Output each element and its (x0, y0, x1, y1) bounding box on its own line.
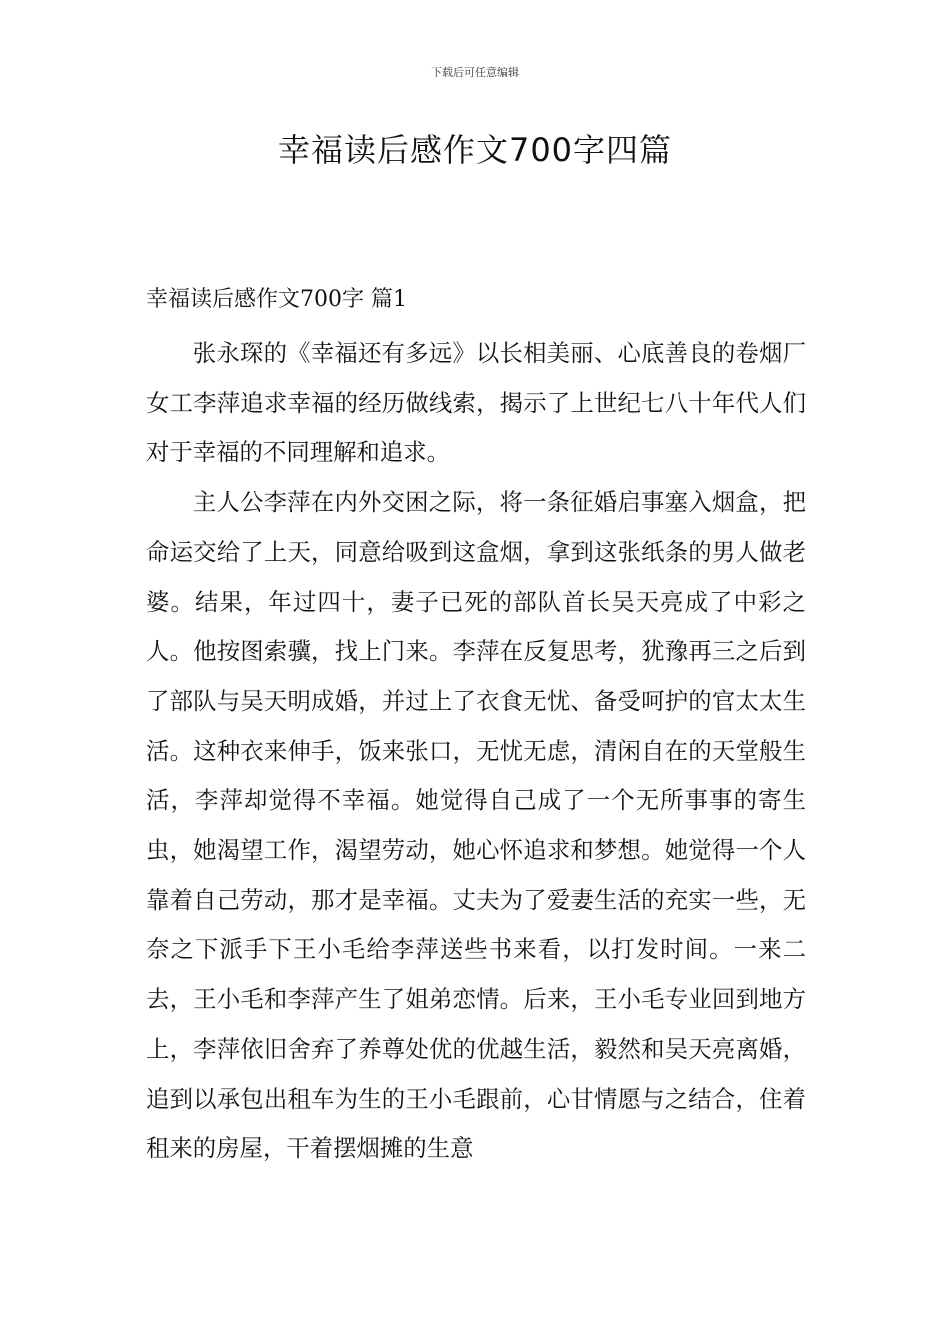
header-note: 下载后可任意编辑 (431, 66, 519, 79)
paragraph: 主人公李萍在内外交困之际，将一条征婚启事塞入烟盒，把命运交给了上天，同意给吸到这盒烟，拿到这张纸条的男人做老婆。结果，年过四十，妻子已死的部队首长吴天亮成了中彩之人。他按图索骥，找上门来。李萍在反复思考，犹豫再三之后到了部队与吴天明成婚，并过上了衣食无忧、备受呵护的官太太生活。这种衣来伸手，饭来张口，无忧无虑，清闲自在的天堂般生活，李萍却觉得不幸福。她觉得自己成了一个无所事事的寄生虫，她渴望工作，渴望劳动，她心怀追求和梦想。她觉得一个人靠着自己劳动，那才是幸福。丈夫为了爱妻生活的充实一些，无奈之下派手下王小毛给李萍送些书来看，以打发时间。一来二去，王小毛和李萍产生了姐弟恋情。后来，王小毛专业回到地方上，李萍依旧舍弃了养尊处优的优越生活，毅然和吴天亮离婚，追到以承包出租车为生的王小毛跟前，心甘情愿与之结合，住着租来的房屋，干着摆烟摊的生意 (146, 488, 806, 1163)
body-text (146, 329, 806, 1174)
document-title: 幸福读后感作文700字四篇 (277, 131, 673, 169)
paragraph: 张永琛的《幸福还有多远》以长相美丽、心底善良的卷烟厂女工李萍追求幸福的经历做线索，揭示了上世纪七八十年代人们对于幸福的不同理解和追求。 (146, 339, 806, 467)
section-heading: 幸福读后感作文700字 篇1 (146, 287, 407, 312)
